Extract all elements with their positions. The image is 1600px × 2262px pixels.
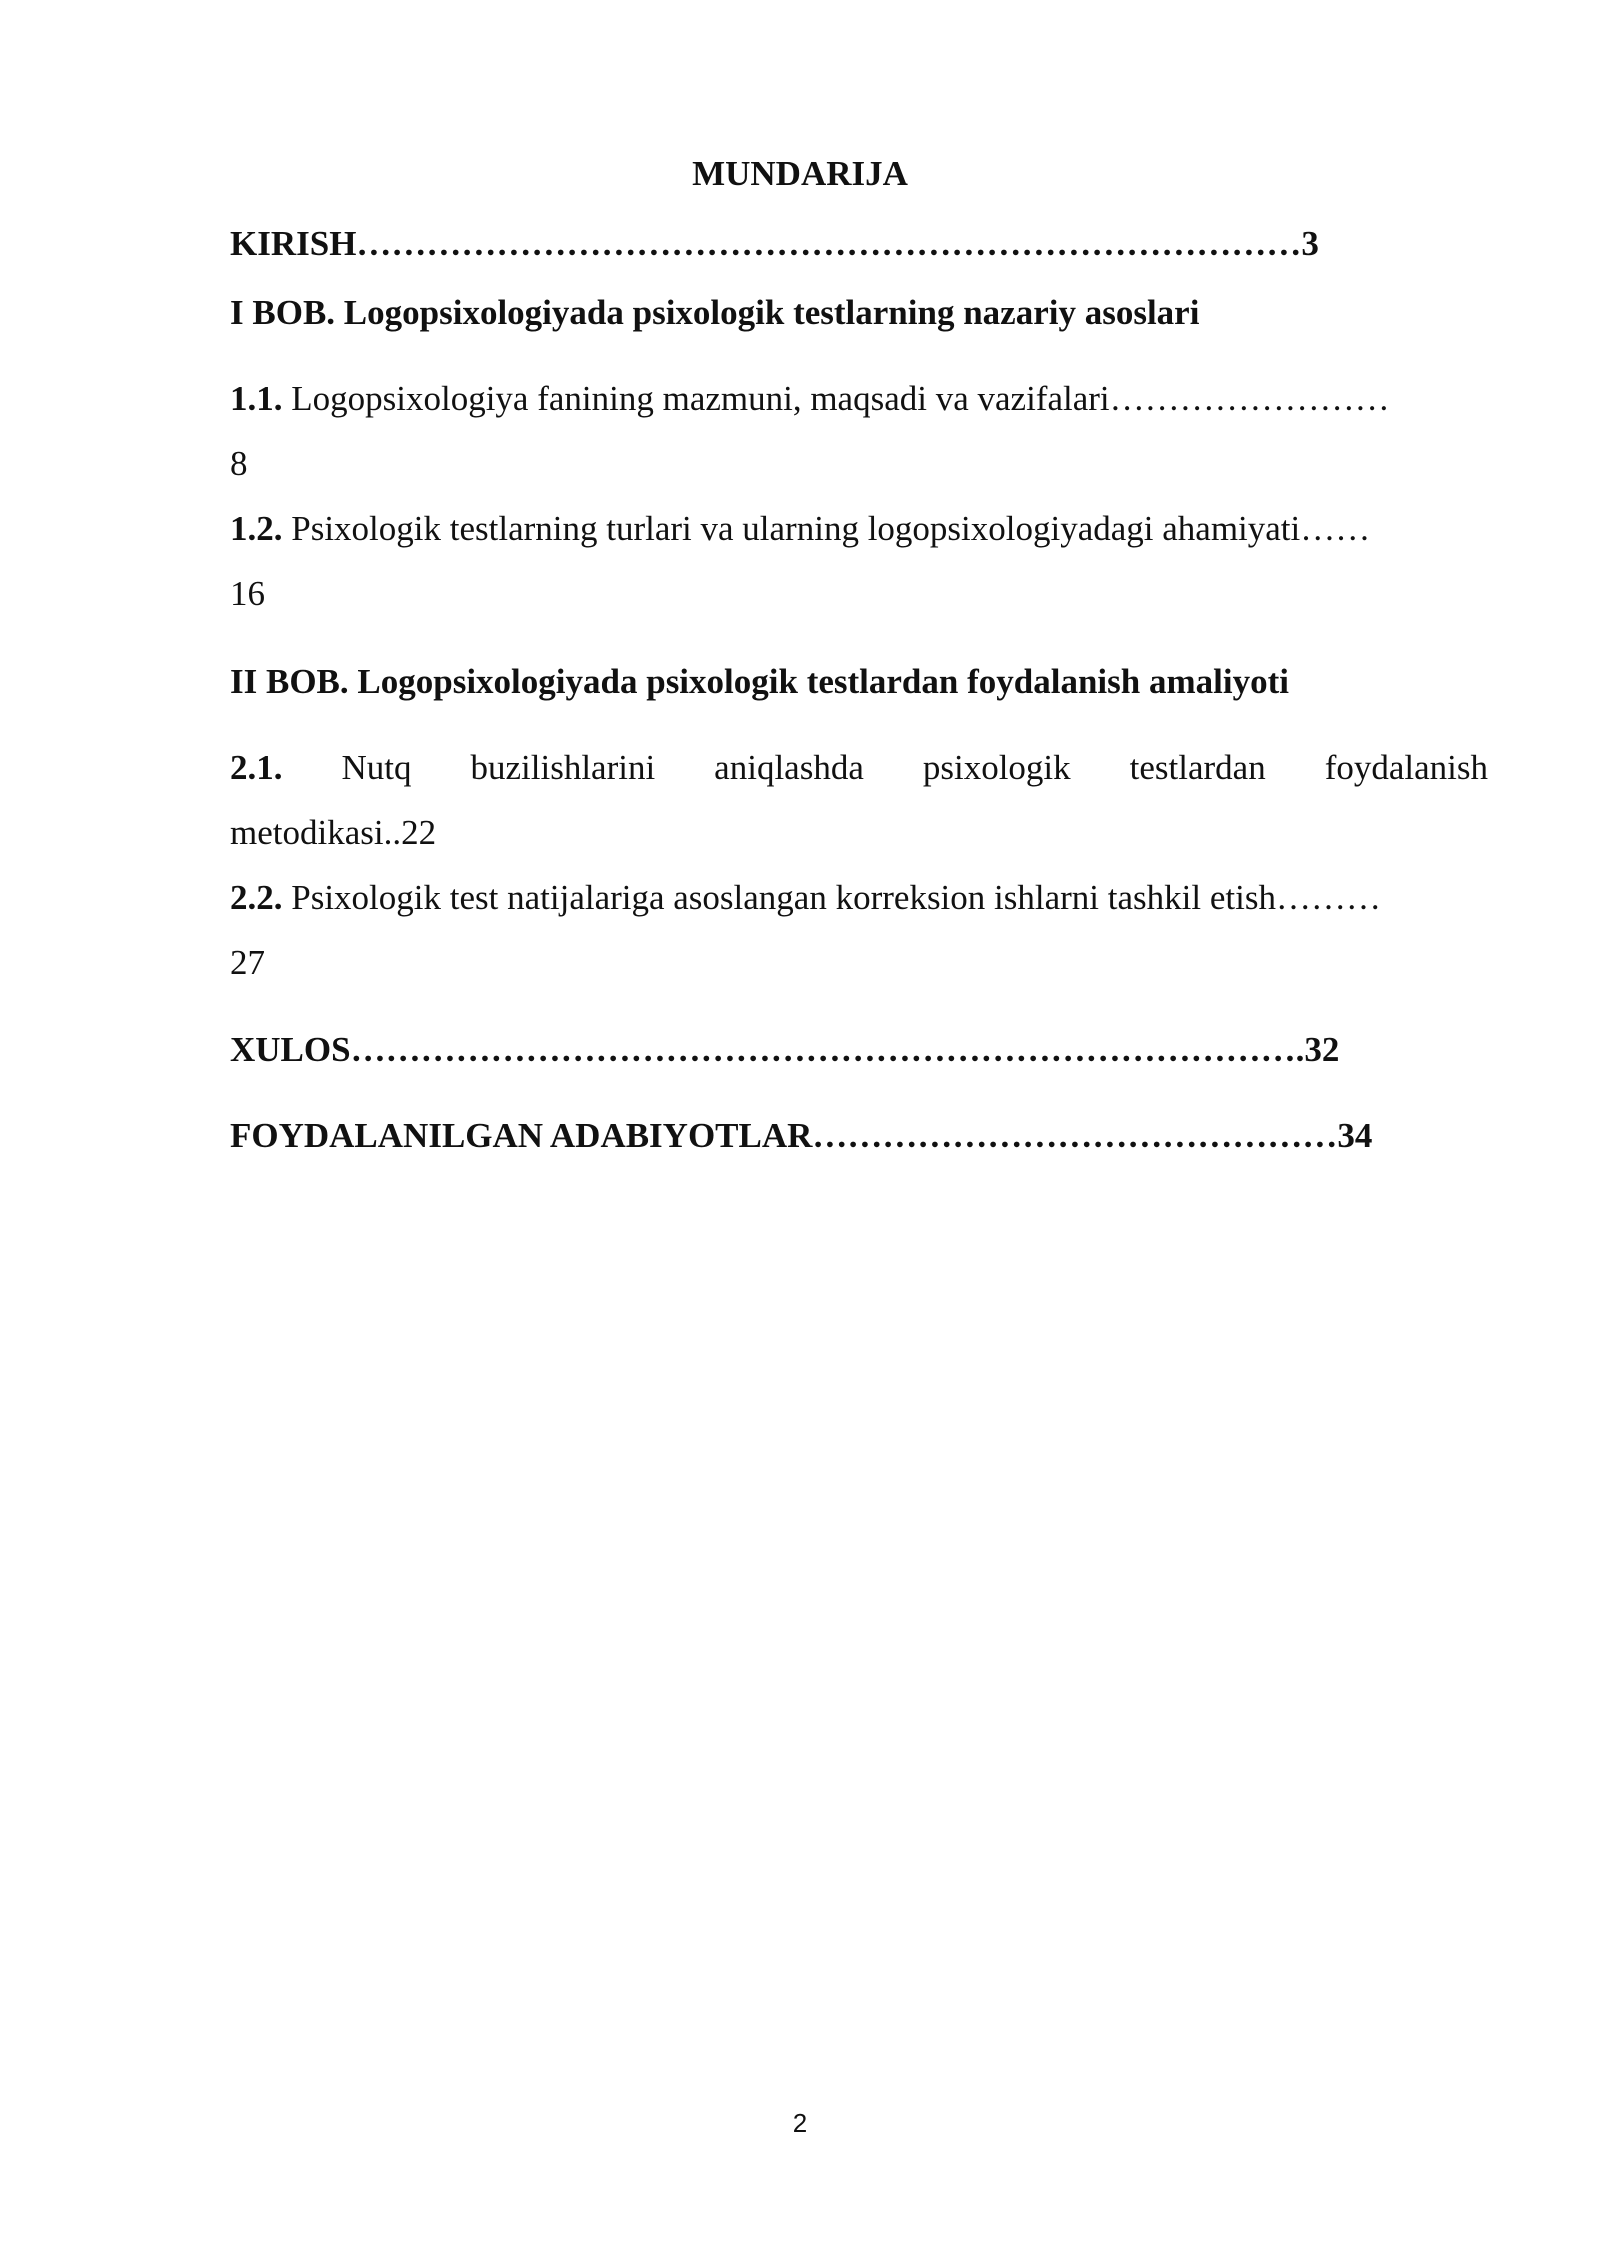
toc-entry-number: 1.2. xyxy=(230,509,283,548)
toc-entry-text: Psixologik test natijalariga asoslangan korreksion ishlarni tashkil etish……… xyxy=(282,878,1381,917)
toc-entry-1-2 xyxy=(230,496,1488,561)
toc-chapter-2-heading: II BOB. Logopsixologiyada psixologik testlardan foydalanish amaliyoti xyxy=(230,662,1289,701)
toc-entry-xulosa: XULOS……………………………………………………………………….32 xyxy=(230,1030,1340,1069)
toc-chapter-1-heading: I BOB. Logopsixologiyada psixologik testlarning nazariy asoslari xyxy=(230,293,1200,332)
toc-entry-number: 2.2. xyxy=(230,878,283,917)
toc-entry-text: Nutq buzilishlarini aniqlashda psixologik testlardan foydalanish xyxy=(282,748,1488,787)
page-number: 2 xyxy=(792,2108,808,2138)
toc-entry-page-number: 16 xyxy=(230,574,265,613)
toc-entry-2-1 xyxy=(230,735,1488,800)
toc-entry-text: Logopsixologiya fanining mazmuni, maqsadi va vazifalari…………………… xyxy=(282,379,1390,418)
toc-entry-number: 1.1. xyxy=(230,379,283,418)
toc-entry-adabiyotlar: FOYDALANILGAN ADABIYOTLAR………………………………………34 xyxy=(230,1116,1373,1155)
toc-entry-2-2 xyxy=(230,865,1488,930)
toc-entry-number: 2.1. xyxy=(230,748,283,787)
toc-entry-page-number: 8 xyxy=(230,444,248,483)
toc-entry-1-1 xyxy=(230,366,1488,431)
toc-entry-page-number: 27 xyxy=(230,943,265,982)
toc-entry-text: Psixologik testlarning turlari va ularning logopsixologiyadagi ahamiyati…… xyxy=(282,509,1371,548)
toc-entry-continuation: metodikasi..22 xyxy=(230,813,437,852)
toc-entry-kirish: KIRISH………………………………………………………………………3 xyxy=(230,224,1319,263)
page-title: MUNDARIJA xyxy=(692,154,908,193)
